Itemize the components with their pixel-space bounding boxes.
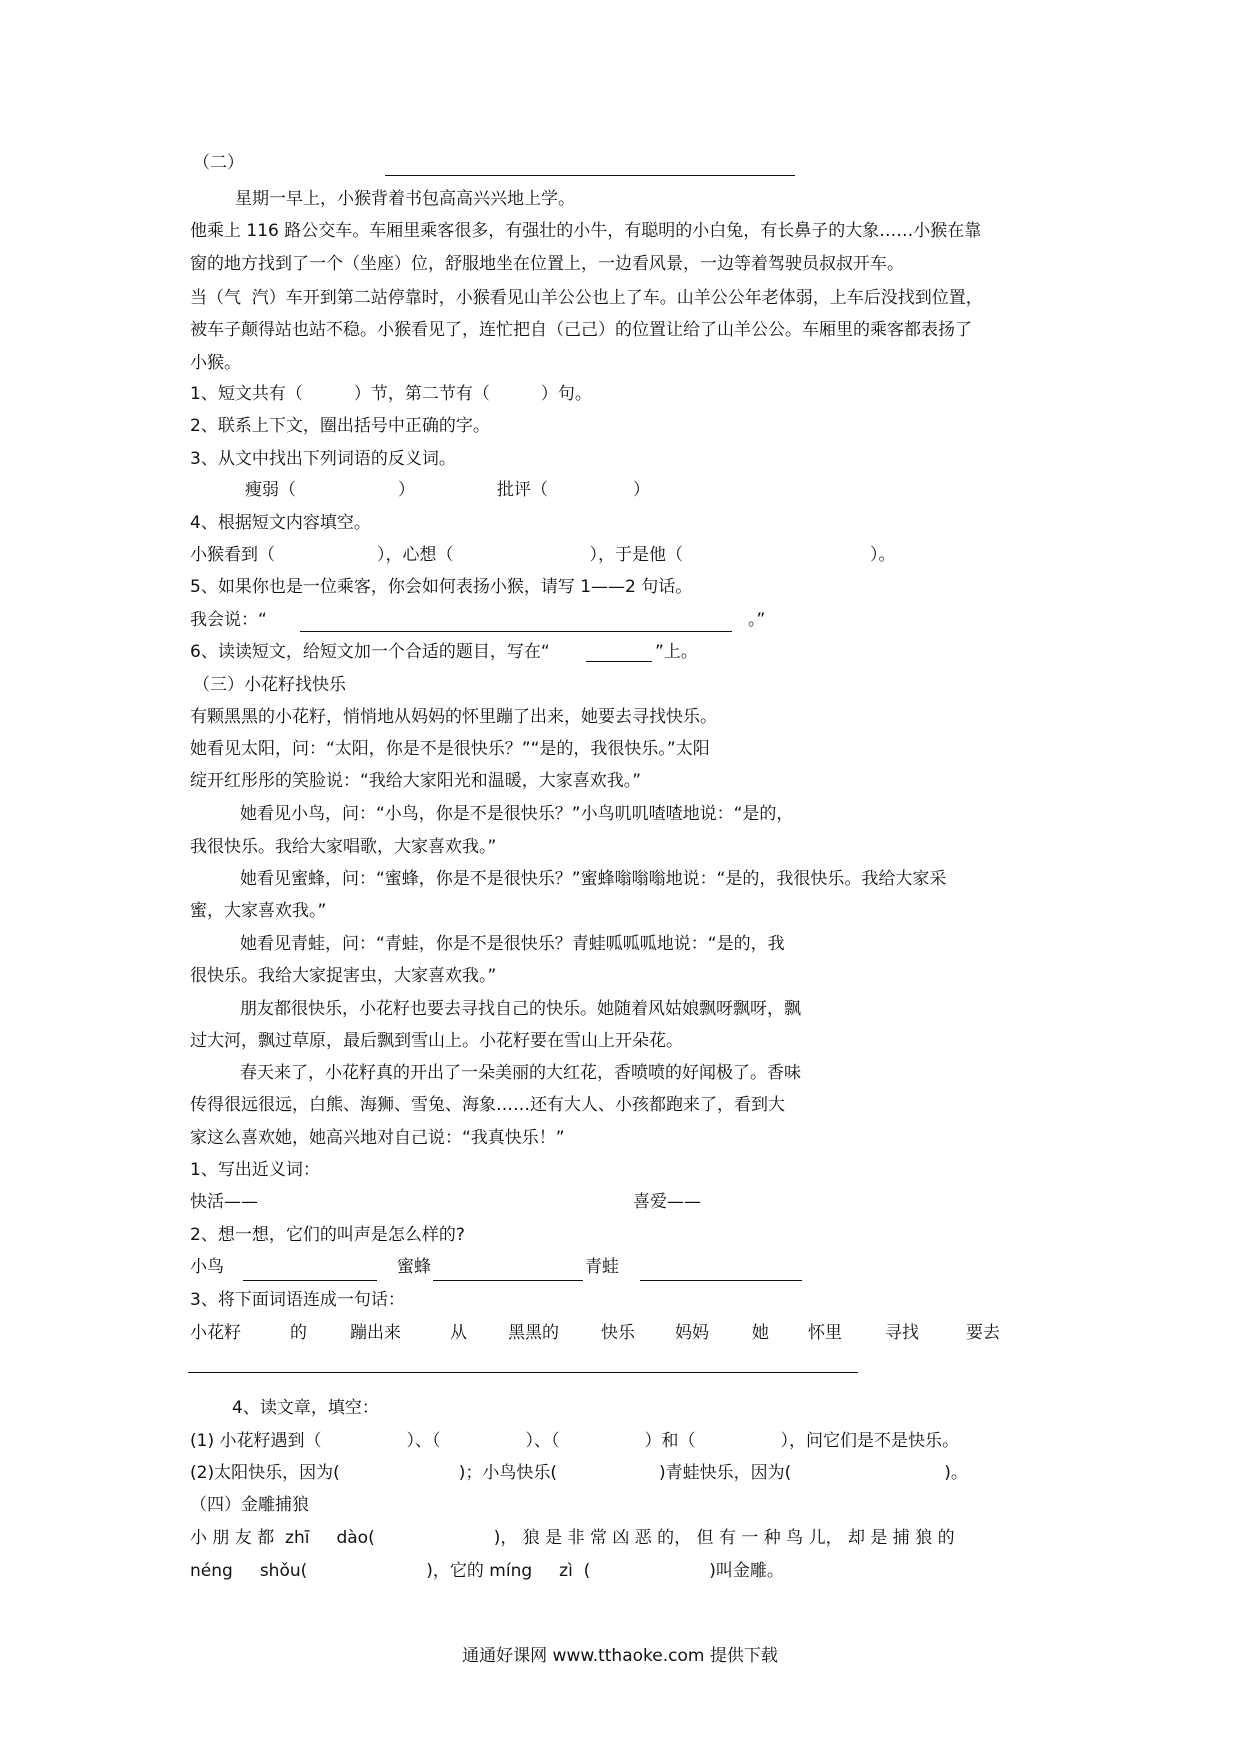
- paragraph-3-line-2: 被车子颠得站也站不稳。小猴看见了，连忙把自（己己）的位置让给了山羊公公。车厢里的乘客都表扬了: [190, 320, 972, 340]
- word-tile: 要去: [966, 1323, 1000, 1343]
- question-6-suffix: ”上。: [655, 642, 698, 662]
- paragraph-3-line-3: 小猴。: [190, 353, 241, 373]
- word-tile: 妈妈: [675, 1323, 709, 1343]
- word-tile: 小花籽: [190, 1323, 241, 1343]
- label-frog: 青蛙: [585, 1257, 619, 1277]
- word-tile: 的: [290, 1323, 307, 1343]
- story-line: 绽开红彤彤的笑脸说：“我给大家阳光和温暖，大家喜欢我。”: [190, 771, 642, 791]
- story-line: 我很快乐。我给大家唱歌，大家喜欢我。”: [190, 837, 497, 857]
- story-line: 春天来了，小花籽真的开出了一朵美丽的大红花，香喷喷的好闻极了。香味: [206, 1063, 801, 1083]
- word-tile: 蹦出来: [350, 1323, 401, 1343]
- word-tile: 从: [450, 1323, 467, 1343]
- answer-blank-line: [300, 631, 732, 632]
- question-4-fill-line: 小猴看到（ ），心想（ ），于是他（ ）。: [190, 545, 896, 565]
- synonym-love: 喜爱——: [633, 1192, 701, 1212]
- title-blank-line: [385, 175, 795, 176]
- section4-line-2: néng shǒu( )，它的 míng zì ( )叫金雕。: [190, 1561, 784, 1581]
- label-bird: 小鸟: [190, 1257, 224, 1277]
- bee-sound-blank: [433, 1280, 583, 1281]
- story-line: 过大河，飘过草原，最后飘到雪山上。小花籽要在雪山上开朵花。: [190, 1031, 683, 1051]
- title-short-blank: [586, 661, 652, 662]
- story-line: 很快乐。我给大家捉害虫，大家喜欢我。”: [190, 966, 497, 986]
- question-3: 3、从文中找出下列词语的反义词。: [190, 449, 456, 469]
- question-5-prefix: 我会说：“: [190, 610, 267, 630]
- story-line: 她看见太阳，问：“太阳，你是不是很快乐？”“是的，我很快乐。”太阳: [190, 739, 710, 759]
- paragraph-1: 星期一早上，小猴背着书包高高兴兴地上学。: [235, 189, 575, 209]
- question-1: 1、短文共有（ ）节，第二节有（ ）句。: [190, 384, 592, 404]
- section3-heading: （三）小花籽找快乐: [193, 675, 346, 695]
- word-tile: 她: [752, 1323, 769, 1343]
- question-5: 5、如果你也是一位乘客，你会如何表扬小猴，请写 1——2 句话。: [190, 577, 693, 597]
- question-6-prefix: 6、读读短文，给短文加一个合适的题目，写在“: [190, 642, 550, 662]
- story-line: 她看见青蛙，问：“青蛙，你是不是很快乐？青蛙呱呱呱地说：“是的，我: [206, 934, 785, 954]
- s3-question-3: 3、将下面词语连成一句话：: [190, 1290, 405, 1310]
- question-2: 2、联系上下文，圈出括号中正确的字。: [190, 416, 490, 436]
- story-line: 她看见小鸟，问：“小鸟，你是不是很快乐？”小鸟叽叽喳喳地说：“是的，: [206, 804, 794, 824]
- s3-question-4: 4、读文章，填空：: [232, 1398, 379, 1418]
- section4-heading: （四）金雕捕狼: [190, 1495, 309, 1515]
- frog-sound-blank: [640, 1280, 802, 1281]
- section2-heading: （二）: [193, 153, 244, 173]
- paragraph-3-line-1: 当（气 汽）车开到第二站停靠时，小猴看见山羊公公也上了车。山羊公公年老体弱，上车后没找到位置，: [190, 288, 983, 308]
- sentence-blank-line: [188, 1372, 858, 1373]
- word-tile: 快乐: [601, 1323, 635, 1343]
- word-tile: 寻找: [885, 1323, 919, 1343]
- section4-line-1: 小 朋 友 都 zhī dào( )， 狼 是 非 常 凶 恶 的， 但 有 一 种 鸟 儿， 却 是 捕 狼 的: [190, 1528, 955, 1548]
- question-5-suffix: 。”: [748, 610, 766, 630]
- story-line: 朋友都很快乐，小花籽也要去寻找自己的快乐。她随着风姑娘飘呀飘呀，飘: [206, 999, 801, 1019]
- s3-question-4-part-2: (2)太阳快乐，因为( )；小鸟快乐( )青蛙快乐，因为( )。: [190, 1463, 968, 1483]
- word-tile: 怀里: [808, 1323, 842, 1343]
- s3-question-1: 1、写出近义词：: [190, 1160, 320, 1180]
- story-line: 她看见蜜蜂，问：“蜜蜂，你是不是很快乐？”蜜蜂嗡嗡嗡地说：“是的，我很快乐。我给大家采: [206, 869, 947, 889]
- label-bee: 蜜蜂: [397, 1257, 431, 1277]
- word-tile: 黑黑的: [508, 1323, 559, 1343]
- s3-question-4-part-1: (1) 小花籽遇到（ ）、（ ）、（ ）和（ ），问它们是不是快乐。: [190, 1431, 959, 1451]
- bird-sound-blank: [243, 1280, 377, 1281]
- story-line: 家这么喜欢她，她高兴地对自己说：“我真快乐！”: [190, 1128, 565, 1148]
- paragraph-2-line-1: 他乘上 116 路公交车。车厢里乘客很多，有强壮的小牛，有聪明的小白兔，有长鼻子的大象……小猴在靠: [190, 221, 982, 241]
- question-4: 4、根据短文内容填空。: [190, 513, 371, 533]
- story-line: 蜜，大家喜欢我。”: [190, 901, 327, 921]
- antonym-criticize: 批评（ ）: [497, 480, 650, 500]
- synonym-happy: 快活——: [190, 1192, 258, 1212]
- paragraph-2-line-2: 窗的地方找到了一个（坐座）位，舒服地坐在位置上，一边看风景，一边等着驾驶员叔叔开车。: [190, 254, 904, 274]
- story-line: 传得很远很远，白熊、海狮、雪兔、海象……还有大人、小孩都跑来了，看到大: [190, 1095, 785, 1115]
- antonym-thin: 瘦弱（ ）: [245, 480, 415, 500]
- story-line: 有颗黑黑的小花籽，悄悄地从妈妈的怀里蹦了出来，她要去寻找快乐。: [190, 707, 717, 727]
- s3-question-2: 2、想一想，它们的叫声是怎么样的?: [190, 1225, 465, 1245]
- page-footer: 通通好课网 www.tthaoke.com 提供下载: [462, 1646, 778, 1666]
